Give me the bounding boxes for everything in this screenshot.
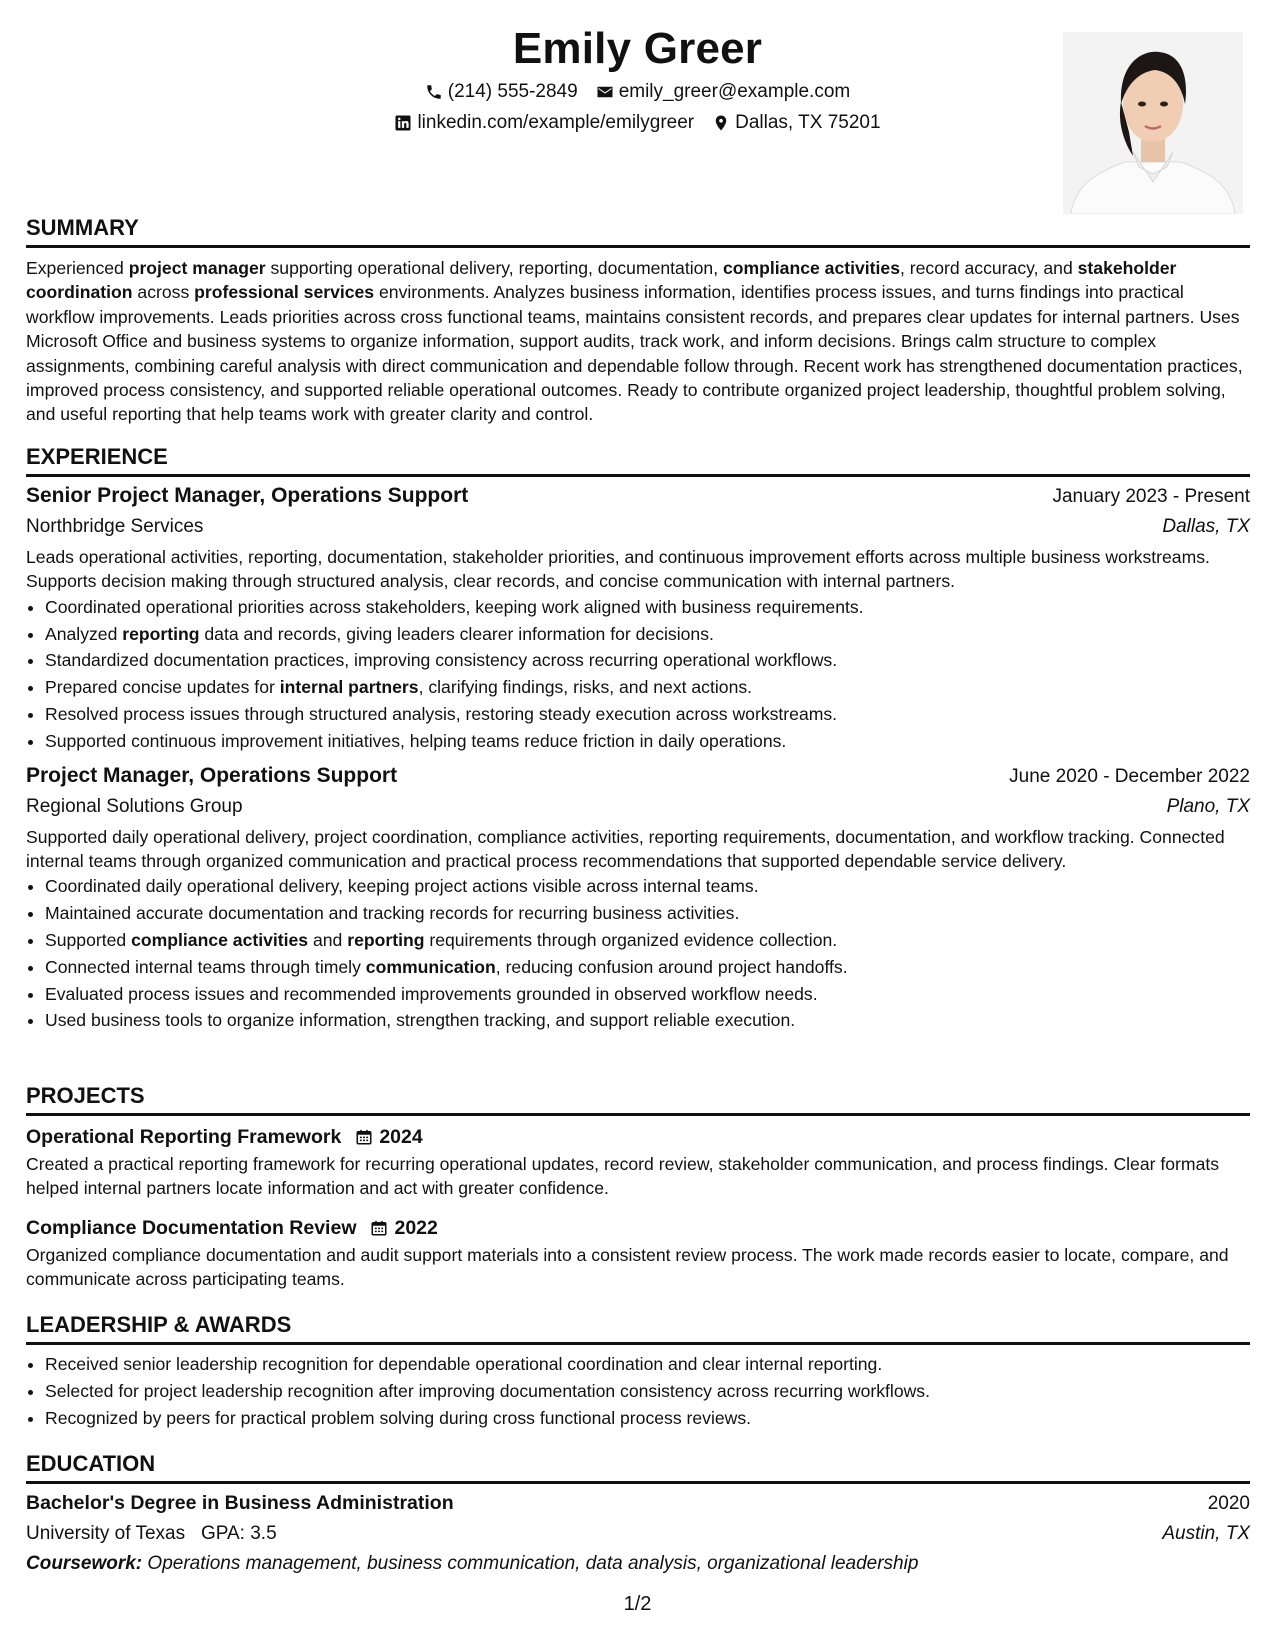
project-header [26,1213,1250,1243]
profile-photo [1063,32,1243,214]
job-company: Regional Solutions Group [26,795,243,817]
job-dates: January 2023 - Present [1052,486,1250,507]
list-item: • Maintained accurate documentation and tracking records for recurring business activities. [45,900,1250,927]
job-dates: June 2020 - December 2022 [1009,765,1250,787]
coursework-label: Coursework: [26,1553,143,1574]
project-header [26,1122,1250,1152]
email-contact[interactable] [596,76,851,107]
list-item: • Received senior leadership recognition for dependable operational coordination and clear internal reporting. [45,1351,1250,1378]
envelope-icon [596,83,614,101]
list-item: • Analyzed reporting data and records, giving leaders clearer information for decisions. [45,621,1250,648]
job-bullets [26,594,1250,755]
project-name: Operational Reporting Framework [26,1126,342,1148]
list-item: • Recognized by peers for practical problem solving during cross functional process reviews. [45,1405,1250,1432]
job-entry [26,481,1250,755]
list-item: • Prepared concise updates for internal partners, clarifying findings, risks, and next actions. [45,674,1250,701]
summary-heading: SUMMARY [26,214,1250,248]
linkedin-contact[interactable] [394,107,694,138]
experience-section [26,443,1250,1034]
calendar-icon [355,1128,373,1146]
coursework-text: Operations management, business communication, data analysis, organizational leadership [147,1553,919,1574]
school-line [26,1519,277,1549]
list-item: • Connected internal teams through timely communication, reducing confusion around project handoffs. [45,954,1250,981]
job-location: Plano, TX [1166,795,1250,817]
degree: Bachelor's Degree in Business Administration [26,1492,454,1514]
project-entry [26,1122,1250,1201]
experience-heading: EXPERIENCE [26,443,1250,477]
projects-section [26,1082,1250,1292]
job-header [26,481,1250,512]
summary-section [26,214,1250,427]
job-title: Senior Project Manager, Operations Support [26,484,469,507]
education-heading: EDUCATION [26,1450,1250,1484]
summary-text: Experienced project manager supporting operational delivery, reporting, documentation, compliance activities, record accuracy, and stakeholder coordination across professional services environments. Analyzes business information, identifies process issues, and turns findings into practical workflow improvements. Leads priorities across cross functional teams, maintains consistent records, and prepares clear updates for internal partners. Uses Microsoft Office and business systems to organize information, support audits, track work, and inform decisions. Brings calm structure to complex assignments, combining careful analysis with direct communication and dependable follow through. Recent work has strengthened documentation practices, improved process consistency, and supported reliable operational outcomes. Ready to contribute organized project leadership, thoughtful problem solving, and useful reporting that help teams work with greater clarity and control. [26,258,1243,425]
project-year-wrap [370,1213,437,1243]
candidate-name: Emily Greer [512,24,763,73]
list-item: • Coordinated operational priorities across stakeholders, keeping work aligned with business requirements. [45,594,1250,621]
linkedin-text: linkedin.com/example/emilygreer [417,112,695,133]
phone-icon [425,83,443,101]
list-item: • Standardized documentation practices, improving consistency across recurring operational workflows. [45,647,1250,674]
phone-contact [425,76,578,107]
list-item: • Resolved process issues through structured analysis, restoring steady execution across workstreams. [45,701,1250,728]
list-item: • Coordinated daily operational delivery, keeping project actions visible across internal teams. [45,873,1250,900]
projects-heading: PROJECTS [26,1082,1250,1116]
project-description: Organized compliance documentation and audit support materials into a consistent review process. The work made records easier to locate, compare, and communicate across participating teams. [26,1244,1229,1290]
gpa: GPA: 3.5 [200,1523,277,1544]
education-year: 2020 [1207,1493,1250,1514]
school-name: University of Texas [26,1523,186,1544]
coursework [26,1549,1250,1579]
education-subheader [26,1519,1250,1549]
email-text: emily_greer@example.com [618,81,851,102]
list-item: • Used business tools to organize information, strengthen tracking, and support reliable execution. [45,1007,1250,1034]
project-name: Compliance Documentation Review [26,1216,357,1239]
project-description: Created a practical reporting framework for recurring operational updates, record review, stakeholder communication, and process findings. Clear formats helped internal partners locate information and act with greater confidence. [26,1154,1220,1199]
location-contact [712,107,880,138]
calendar-icon [370,1219,388,1237]
linkedin-icon [394,114,412,132]
list-item: • Selected for project leadership recognition after improving documentation consistency across recurring workflows. [45,1378,1250,1405]
page-number: 1/2 [623,1593,652,1615]
job-subheader [26,512,1250,542]
job-title: Project Manager, Operations Support [26,763,398,787]
project-year-wrap [355,1122,422,1152]
job-company: Northbridge Services [26,516,204,537]
project-year: 2022 [394,1216,438,1239]
project-year: 2024 [379,1126,423,1148]
education-location: Austin, TX [1162,1523,1250,1544]
list-item: • Supported compliance activities and reporting requirements through organized evidence collection. [45,927,1250,954]
job-bullets [26,873,1250,1034]
leadership-section [26,1311,1250,1431]
location-text: Dallas, TX 75201 [735,112,881,133]
job-description: Supported daily operational delivery, project coordination, compliance activities, reporting requirements, documentation, and workflow tracking. Connected internal teams through organized communication and practical process recommendations that supported dependable service delivery. [26,826,1225,871]
phone-text: (214) 555-2849 [447,81,578,102]
list-item: • Evaluated process issues and recommended improvements grounded in observed workflow needs. [45,981,1250,1008]
map-pin-icon [712,114,730,132]
education-header [26,1488,1250,1519]
list-item: • Supported continuous improvement initiatives, helping teams reduce friction in daily operations. [45,728,1250,755]
leadership-bullets [26,1351,1250,1431]
job-header [26,761,1250,792]
project-entry [26,1213,1250,1292]
job-location: Dallas, TX [1162,516,1250,537]
job-entry [26,761,1250,1035]
job-description: Leads operational activities, reporting, documentation, stakeholder priorities, and continuous improvement efforts across multiple business workstreams. Supports decision making through structured analysis, clear records, and concise communication with internal partners. [26,547,1210,592]
job-subheader [26,792,1250,822]
education-section [26,1450,1250,1579]
leadership-heading: LEADERSHIP & AWARDS [26,1311,1250,1345]
